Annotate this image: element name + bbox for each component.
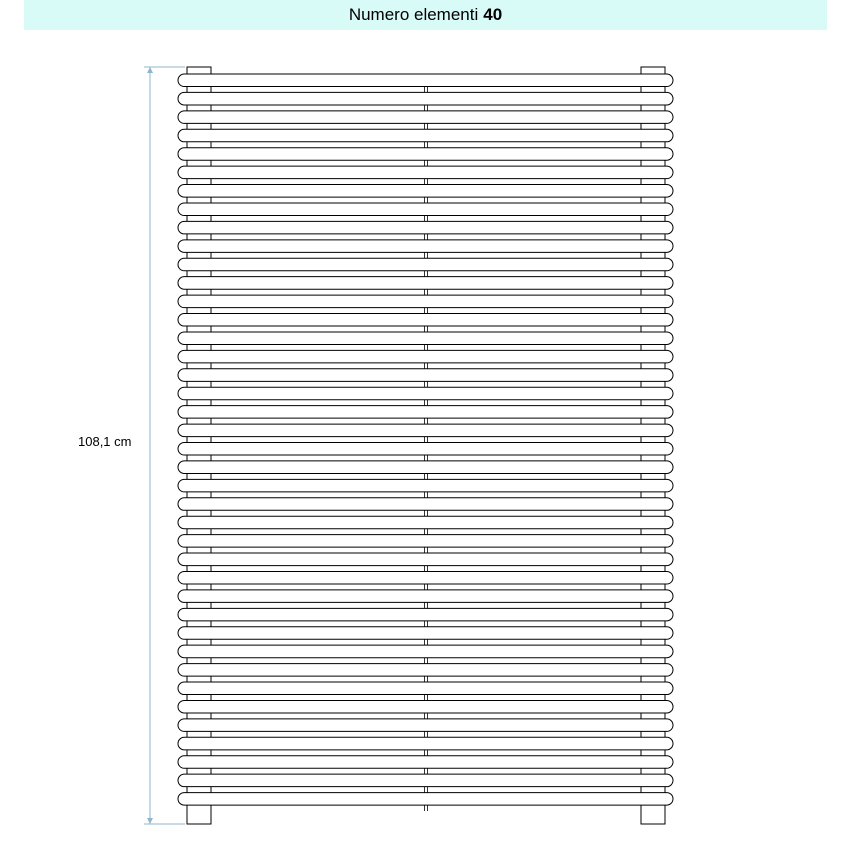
radiator-tube — [178, 516, 673, 529]
radiator-tube — [178, 682, 673, 695]
radiator-tube — [178, 498, 673, 511]
radiator-tube — [178, 387, 673, 400]
radiator-tube — [178, 627, 673, 640]
radiator-tube — [178, 461, 673, 474]
radiator-tube — [178, 148, 673, 161]
radiator-tube — [178, 185, 673, 198]
radiator-tube — [178, 166, 673, 179]
radiator-tube — [178, 332, 673, 345]
radiator-tube — [178, 221, 673, 234]
radiator-tube — [178, 664, 673, 677]
radiator-tube — [178, 645, 673, 658]
radiator-tube — [178, 277, 673, 290]
radiator-tube — [178, 571, 673, 584]
radiator-tube — [178, 737, 673, 750]
radiator-tube — [178, 203, 673, 216]
radiator-tube — [178, 350, 673, 363]
radiator-tube — [178, 719, 673, 732]
dimension-bottom-arrow — [147, 818, 153, 824]
radiator-tubes — [178, 74, 673, 811]
radiator-tube — [178, 553, 673, 566]
header-label: Numero elementi — [348, 5, 479, 24]
radiator-tube — [178, 406, 673, 419]
radiator-tube — [178, 608, 673, 621]
radiator-tube — [178, 424, 673, 437]
radiator-tube — [178, 590, 673, 603]
radiator-tube — [178, 774, 673, 787]
dimension-top-arrow — [147, 67, 153, 73]
radiator-tube — [178, 314, 673, 327]
radiator-tube — [178, 74, 673, 87]
radiator-tube — [178, 535, 673, 548]
radiator-tube — [178, 258, 673, 271]
element-count: 40 — [483, 5, 503, 24]
radiator-tube — [178, 793, 673, 806]
radiator-tube — [178, 443, 673, 456]
radiator-tube — [178, 369, 673, 382]
radiator-tube — [178, 129, 673, 142]
radiator-tube — [178, 756, 673, 769]
radiator-tube — [178, 92, 673, 105]
height-dimension-label: 108,1 cm — [78, 434, 132, 449]
radiator-tube — [178, 240, 673, 253]
radiator-tube — [178, 479, 673, 492]
radiator-tube — [178, 700, 673, 713]
radiator-tube — [178, 111, 673, 124]
radiator-tube — [178, 295, 673, 308]
